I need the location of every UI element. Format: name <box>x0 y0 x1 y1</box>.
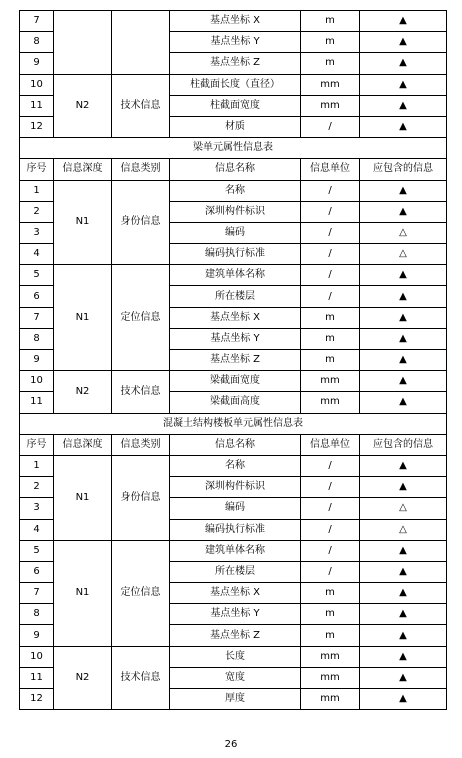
info-name: 柱截面宽度 <box>170 95 301 116</box>
info-unit: m <box>301 307 360 328</box>
info-category <box>112 11 170 75</box>
table-row <box>20 74 447 95</box>
row-number: 6 <box>20 561 54 582</box>
required-mark: △ <box>360 244 447 265</box>
info-unit: / <box>301 561 360 582</box>
info-name: 建筑单体名称 <box>170 540 301 561</box>
info-category: 定位信息 <box>112 265 170 371</box>
table-row <box>20 540 447 561</box>
info-name: 基点坐标 Y <box>170 328 301 349</box>
table-title: 混凝土结构楼板单元属性信息表 <box>20 413 447 434</box>
info-depth: N1 <box>54 540 112 646</box>
header-unit: 信息单位 <box>301 434 360 455</box>
header-row <box>20 434 447 455</box>
info-unit: / <box>301 519 360 540</box>
required-mark: ▲ <box>360 180 447 201</box>
info-category: 技术信息 <box>112 371 170 413</box>
info-unit: m <box>301 604 360 625</box>
required-mark: ▲ <box>360 53 447 74</box>
info-unit: / <box>301 244 360 265</box>
row-number: 10 <box>20 371 54 392</box>
info-name: 编码执行标准 <box>170 519 301 540</box>
required-mark: ▲ <box>360 646 447 667</box>
row-number: 12 <box>20 689 54 710</box>
header-name: 信息名称 <box>170 434 301 455</box>
required-mark: ▲ <box>360 201 447 222</box>
header-required: 应包含的信息 <box>360 159 447 180</box>
info-name: 基点坐标 X <box>170 307 301 328</box>
required-mark: ▲ <box>360 74 447 95</box>
info-name: 基点坐标 Z <box>170 53 301 74</box>
info-unit: / <box>301 265 360 286</box>
required-mark: ▲ <box>360 477 447 498</box>
required-mark: ▲ <box>360 32 447 53</box>
required-mark: ▲ <box>360 604 447 625</box>
header-depth: 信息深度 <box>54 159 112 180</box>
info-unit: mm <box>301 74 360 95</box>
required-mark: ▲ <box>360 307 447 328</box>
info-unit: m <box>301 32 360 53</box>
row-number: 2 <box>20 201 54 222</box>
info-depth: N2 <box>54 371 112 413</box>
info-unit: m <box>301 625 360 646</box>
info-name: 名称 <box>170 180 301 201</box>
info-category: 身份信息 <box>112 455 170 540</box>
info-name: 梁截面宽度 <box>170 371 301 392</box>
info-unit: / <box>301 222 360 243</box>
info-unit: / <box>301 286 360 307</box>
info-unit: / <box>301 180 360 201</box>
required-mark: △ <box>360 498 447 519</box>
required-mark: ▲ <box>360 689 447 710</box>
required-mark: ▲ <box>360 455 447 476</box>
required-mark: ▲ <box>360 583 447 604</box>
row-number: 11 <box>20 667 54 688</box>
info-unit: mm <box>301 371 360 392</box>
info-name: 基点坐标 Y <box>170 32 301 53</box>
header-unit: 信息单位 <box>301 159 360 180</box>
info-name: 名称 <box>170 455 301 476</box>
info-name: 柱截面长度（直径） <box>170 74 301 95</box>
header-category: 信息类别 <box>112 159 170 180</box>
table-title: 梁单元属性信息表 <box>20 138 447 159</box>
required-mark: △ <box>360 519 447 540</box>
header-category: 信息类别 <box>112 434 170 455</box>
row-number: 7 <box>20 307 54 328</box>
info-name: 长度 <box>170 646 301 667</box>
info-category: 定位信息 <box>112 540 170 646</box>
row-number: 9 <box>20 625 54 646</box>
info-name: 材质 <box>170 116 301 137</box>
row-number: 1 <box>20 180 54 201</box>
info-depth: N1 <box>54 455 112 540</box>
row-number: 5 <box>20 265 54 286</box>
row-number: 6 <box>20 286 54 307</box>
info-name: 基点坐标 X <box>170 11 301 32</box>
required-mark: ▲ <box>360 265 447 286</box>
table-row <box>20 265 447 286</box>
header-depth: 信息深度 <box>54 434 112 455</box>
required-mark: ▲ <box>360 625 447 646</box>
info-name: 所在楼层 <box>170 286 301 307</box>
info-name: 所在楼层 <box>170 561 301 582</box>
info-name: 建筑单体名称 <box>170 265 301 286</box>
info-unit: / <box>301 201 360 222</box>
required-mark: ▲ <box>360 540 447 561</box>
row-number: 4 <box>20 519 54 540</box>
info-depth: N2 <box>54 646 112 710</box>
attribute-tables <box>19 10 447 710</box>
info-name: 基点坐标 Z <box>170 625 301 646</box>
table-title-row <box>20 138 447 159</box>
info-name: 深圳构件标识 <box>170 477 301 498</box>
row-number: 7 <box>20 11 54 32</box>
header-name: 信息名称 <box>170 159 301 180</box>
info-name: 厚度 <box>170 689 301 710</box>
row-number: 1 <box>20 455 54 476</box>
info-unit: mm <box>301 689 360 710</box>
required-mark: △ <box>360 222 447 243</box>
info-unit: mm <box>301 646 360 667</box>
info-category: 技术信息 <box>112 74 170 138</box>
required-mark: ▲ <box>360 116 447 137</box>
row-number: 3 <box>20 222 54 243</box>
row-number: 10 <box>20 74 54 95</box>
info-name: 编码执行标准 <box>170 244 301 265</box>
info-unit: / <box>301 540 360 561</box>
info-depth <box>54 11 112 75</box>
header-seq: 序号 <box>20 434 54 455</box>
info-name: 基点坐标 Z <box>170 350 301 371</box>
header-required: 应包含的信息 <box>360 434 447 455</box>
info-name: 编码 <box>170 222 301 243</box>
info-unit: / <box>301 455 360 476</box>
info-category: 技术信息 <box>112 646 170 710</box>
row-number: 12 <box>20 116 54 137</box>
header-seq: 序号 <box>20 159 54 180</box>
required-mark: ▲ <box>360 95 447 116</box>
row-number: 10 <box>20 646 54 667</box>
table-row <box>20 180 447 201</box>
table-row <box>20 455 447 476</box>
table-row <box>20 371 447 392</box>
required-mark: ▲ <box>360 371 447 392</box>
row-number: 5 <box>20 540 54 561</box>
info-unit: / <box>301 498 360 519</box>
table-row <box>20 11 447 32</box>
info-unit: mm <box>301 95 360 116</box>
required-mark: ▲ <box>360 286 447 307</box>
table-title-row <box>20 413 447 434</box>
required-mark: ▲ <box>360 328 447 349</box>
row-number: 9 <box>20 53 54 74</box>
info-name: 基点坐标 Y <box>170 604 301 625</box>
row-number: 11 <box>20 95 54 116</box>
table-row <box>20 646 447 667</box>
row-number: 3 <box>20 498 54 519</box>
info-depth: N1 <box>54 265 112 371</box>
required-mark: ▲ <box>360 392 447 413</box>
required-mark: ▲ <box>360 350 447 371</box>
row-number: 8 <box>20 32 54 53</box>
info-name: 梁截面高度 <box>170 392 301 413</box>
info-unit: m <box>301 53 360 74</box>
row-number: 11 <box>20 392 54 413</box>
info-unit: m <box>301 11 360 32</box>
row-number: 2 <box>20 477 54 498</box>
header-row <box>20 159 447 180</box>
info-unit: mm <box>301 392 360 413</box>
info-unit: / <box>301 477 360 498</box>
required-mark: ▲ <box>360 11 447 32</box>
info-unit: m <box>301 583 360 604</box>
info-category: 身份信息 <box>112 180 170 265</box>
info-name: 深圳构件标识 <box>170 201 301 222</box>
row-number: 7 <box>20 583 54 604</box>
row-number: 8 <box>20 328 54 349</box>
info-unit: / <box>301 116 360 137</box>
info-unit: m <box>301 350 360 371</box>
info-name: 基点坐标 X <box>170 583 301 604</box>
required-mark: ▲ <box>360 667 447 688</box>
row-number: 4 <box>20 244 54 265</box>
info-depth: N2 <box>54 74 112 138</box>
info-name: 宽度 <box>170 667 301 688</box>
info-unit: mm <box>301 667 360 688</box>
info-name: 编码 <box>170 498 301 519</box>
info-depth: N1 <box>54 180 112 265</box>
row-number: 8 <box>20 604 54 625</box>
page-number: 26 <box>224 739 238 750</box>
info-unit: m <box>301 328 360 349</box>
required-mark: ▲ <box>360 561 447 582</box>
row-number: 9 <box>20 350 54 371</box>
